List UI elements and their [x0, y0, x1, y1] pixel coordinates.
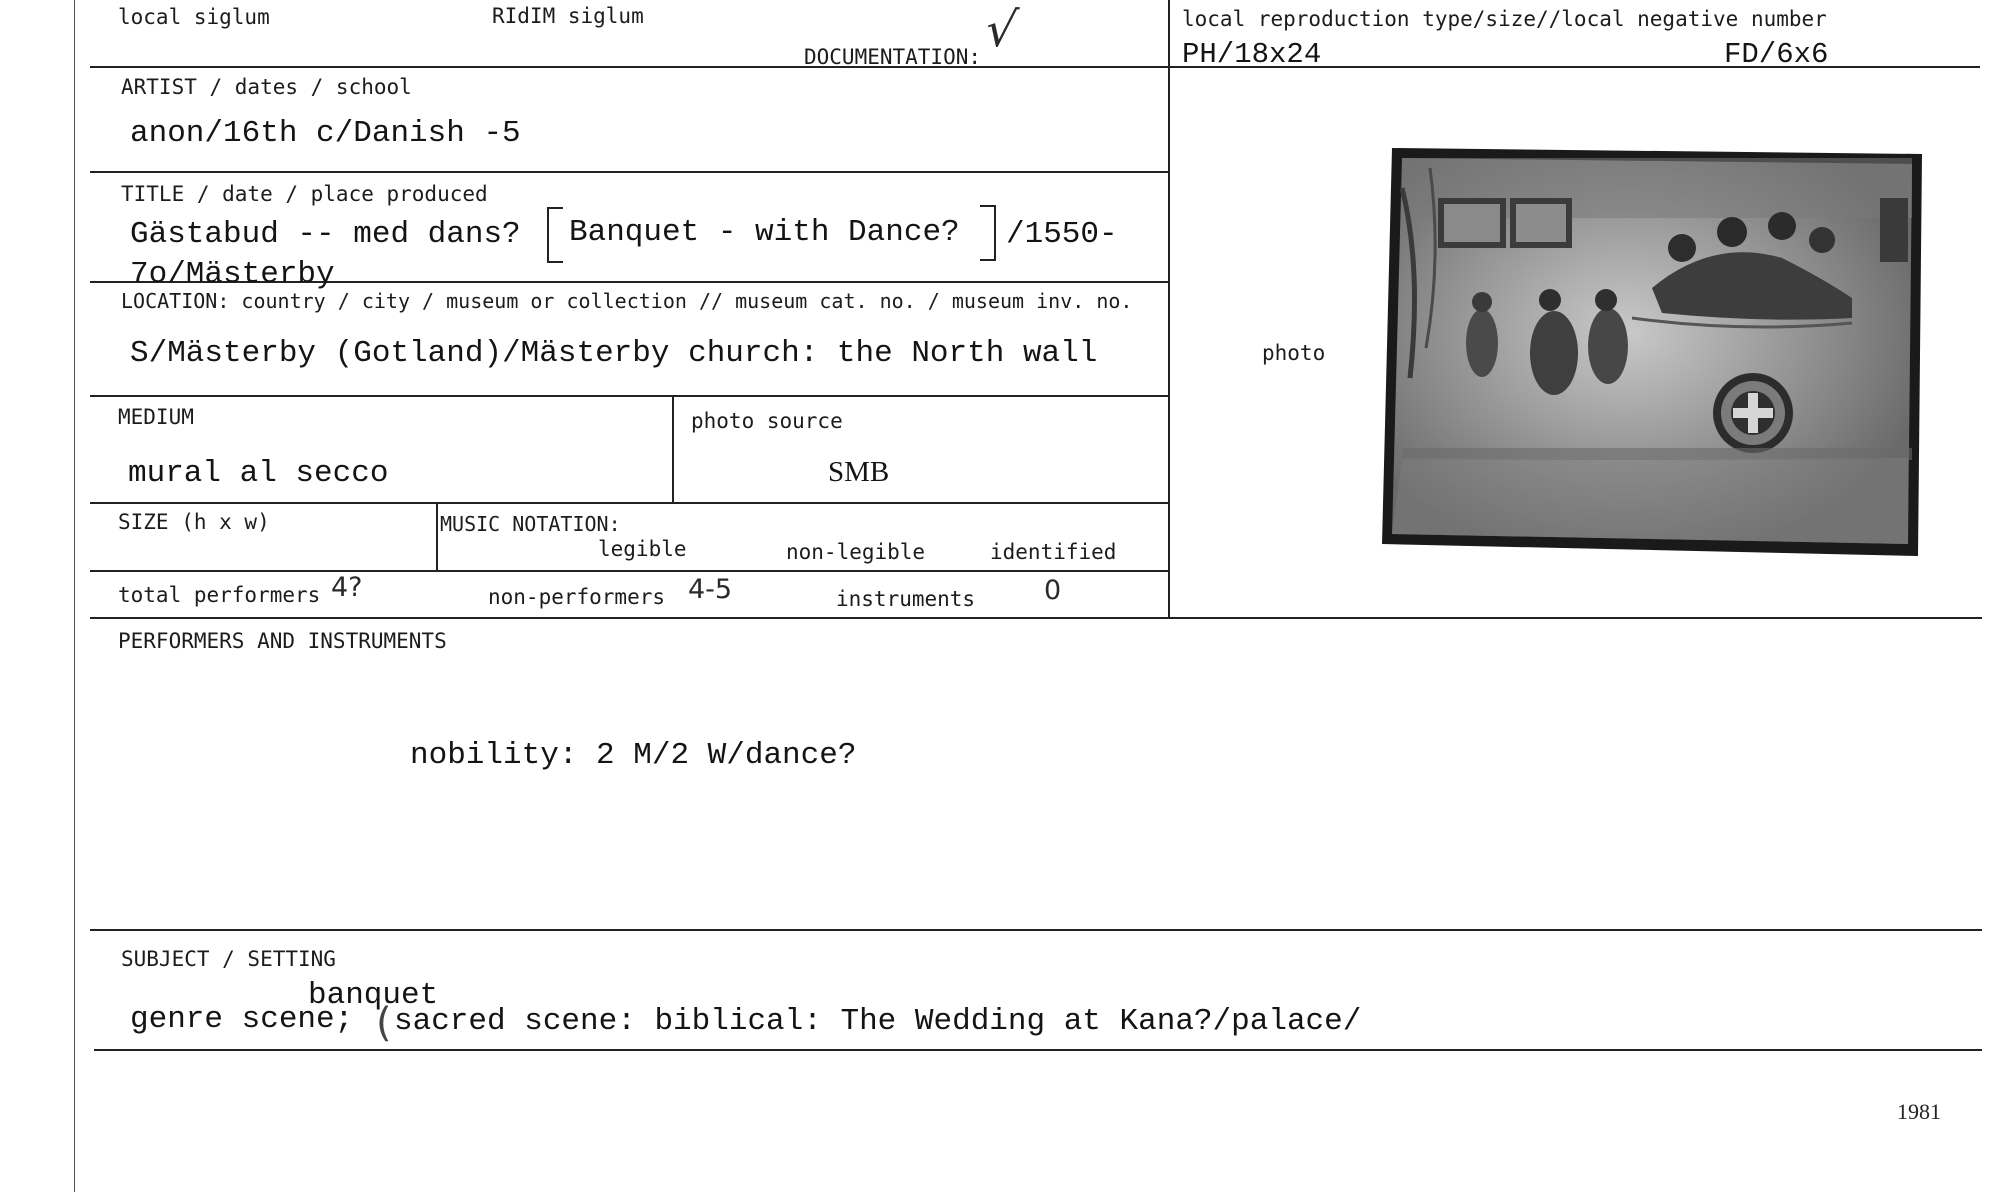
- total-performers-label: total performers: [118, 583, 321, 607]
- rule-location: [90, 395, 1168, 397]
- mural-photo: [1382, 148, 1924, 556]
- card-left-edge: [74, 0, 75, 1192]
- title-value-part2: /1550-: [1006, 217, 1118, 252]
- rule-counts: [90, 617, 1982, 619]
- documentation-label: DOCUMENTATION:: [804, 45, 982, 69]
- instruments-value: 0: [1044, 575, 1062, 606]
- photo-source-value: SMB: [828, 456, 890, 488]
- rule-performers: [90, 929, 1982, 931]
- rule-artist: [90, 171, 1168, 173]
- mural-photo-image: [1382, 148, 1924, 556]
- performers-value: nobility: 2 M/2 W/dance?: [410, 738, 857, 773]
- subject-value-part1: genre scene;: [130, 1002, 354, 1037]
- reproduction-label: local reproduction type/size//local negative number: [1182, 7, 1827, 31]
- music-notation-identified: identified: [990, 540, 1117, 564]
- medium-value: mural al secco: [128, 456, 389, 491]
- local-siglum-label: local siglum: [118, 5, 270, 29]
- music-notation-legible: legible: [598, 537, 687, 561]
- location-label: LOCATION: country / city / museum or collection // museum cat. no. / museum inv. no.: [121, 289, 1133, 313]
- negative-number: FD/6x6: [1724, 38, 1829, 71]
- ridim-siglum-label: RIdIM siglum: [492, 4, 644, 28]
- size-label: SIZE (h x w): [118, 510, 270, 534]
- performers-label: PERFORMERS AND INSTRUMENTS: [118, 629, 447, 653]
- non-performers-label: non-performers: [488, 585, 666, 609]
- title-label: TITLE / date / place produced: [121, 182, 488, 206]
- subject-value-part2: sacred scene: biblical: The Wedding at Kana?/palace/: [394, 1004, 1362, 1039]
- card-year: 1981: [1897, 1099, 1941, 1124]
- photo-source-label: photo source: [691, 409, 843, 433]
- artist-label: ARTIST / dates / school: [121, 75, 412, 99]
- title-bracket-left: [547, 207, 563, 263]
- medium-label: MEDIUM: [118, 405, 194, 429]
- rule-header: [90, 66, 1168, 68]
- rule-medium: [90, 502, 1168, 504]
- documentation-checkmark: √: [982, 2, 1021, 58]
- medium-divider: [672, 395, 674, 502]
- music-notation-non-legible: non-legible: [786, 540, 926, 564]
- rule-size: [90, 570, 1168, 572]
- rule-subject: [94, 1049, 1982, 1051]
- title-value-bracketed: Banquet - with Dance?: [569, 215, 960, 250]
- location-value: S/Mästerby (Gotland)/Mästerby church: the North wall: [130, 336, 1098, 371]
- column-divider: [1168, 0, 1170, 618]
- title-value-line2: 7o/Mästerby: [130, 257, 335, 292]
- title-value-part1: Gästabud -- med dans?: [130, 217, 521, 252]
- insertion-mark: (: [376, 1000, 392, 1046]
- subject-insertion: banquet: [308, 978, 439, 1013]
- subject-label: SUBJECT / SETTING: [121, 947, 336, 971]
- title-bracket-right: [980, 205, 996, 261]
- non-performers-value: 4-5: [688, 574, 733, 605]
- total-performers-value: 4?: [331, 572, 363, 603]
- instruments-label: instruments: [836, 587, 976, 611]
- artist-value: anon/16th c/Danish -5: [130, 116, 521, 151]
- photo-label: photo: [1262, 341, 1326, 365]
- reproduction-type: PH/18x24: [1182, 38, 1322, 71]
- size-divider: [436, 502, 438, 570]
- music-notation-label: MUSIC NOTATION:: [440, 512, 621, 536]
